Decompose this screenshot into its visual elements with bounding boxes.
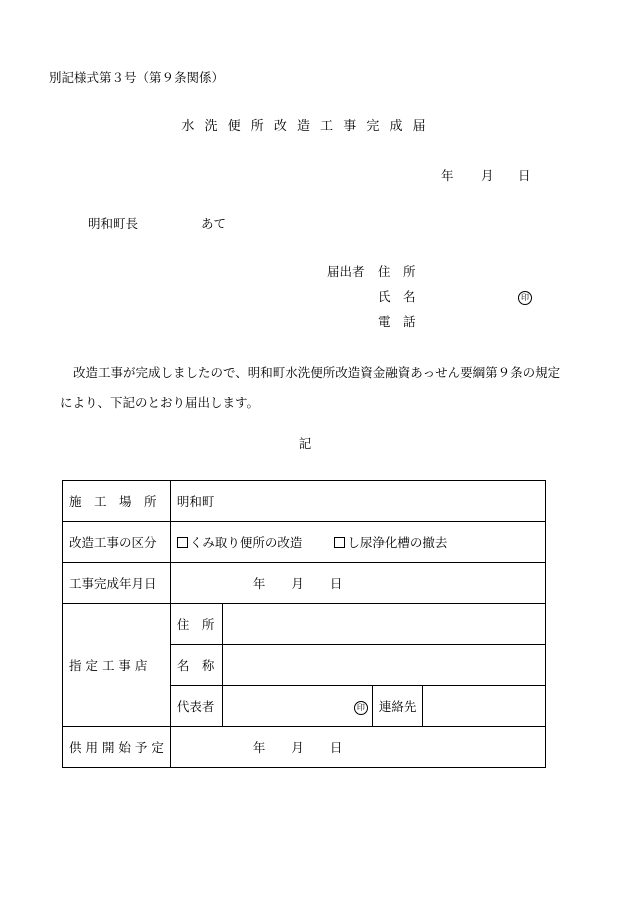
contractor-name-label: 名 称 — [170, 645, 222, 686]
applicant-seal: 印 — [518, 291, 532, 305]
completion-year: 年 — [252, 576, 266, 591]
row-category — [63, 522, 546, 563]
contact-label: 連絡先 — [372, 686, 423, 727]
category-options — [170, 522, 545, 563]
completion-date[interactable] — [170, 563, 545, 604]
site-value[interactable]: 明和町 — [170, 481, 545, 522]
date-month: 月 — [481, 168, 494, 183]
service-day: 日 — [329, 740, 343, 755]
date-year: 年 — [441, 168, 454, 183]
site-label: 施 工 場 所 — [63, 481, 171, 522]
body-text: 改造工事が完成しましたので、明和町水洗便所改造資金融資あっせん要綱第９条の規定により、下記のとおり届出します。 — [60, 365, 561, 410]
form-table — [62, 480, 546, 768]
contact-value[interactable] — [423, 686, 546, 727]
representative-value[interactable] — [222, 686, 372, 727]
addressee-suffix: あて — [201, 216, 227, 231]
date-day: 日 — [518, 168, 531, 183]
addressee-name: 明和町長 — [88, 216, 139, 231]
completion-month: 月 — [291, 576, 304, 591]
row-service — [63, 727, 546, 768]
completion-day: 日 — [329, 576, 343, 591]
category-label: 改造工事の区分 — [63, 522, 171, 563]
ki-heading: 記 — [298, 436, 312, 451]
contractor-name-value[interactable] — [222, 645, 545, 686]
form-id: 別記様式第３号（第９条関係） — [49, 70, 225, 85]
option2-checkbox[interactable] — [334, 537, 345, 548]
contractor-address-value[interactable] — [222, 604, 545, 645]
contractor-label: 指 定 工 事 店 — [63, 604, 171, 727]
option1-checkbox[interactable] — [177, 537, 188, 548]
representative-label: 代表者 — [170, 686, 222, 727]
service-year: 年 — [252, 740, 266, 755]
option1-label: くみ取り便所の改造 — [189, 535, 303, 550]
service-date[interactable] — [170, 727, 545, 768]
row-contractor-address — [63, 604, 546, 645]
form-title: 水 洗 便 所 改 造 工 事 完 成 届 — [181, 119, 429, 134]
row-site — [63, 481, 546, 522]
option2-label: し尿浄化槽の撤去 — [347, 535, 448, 550]
row-completion — [63, 563, 546, 604]
applicant-phone-label: 電 話 — [378, 314, 416, 329]
completion-label: 工事完成年月日 — [63, 563, 171, 604]
representative-seal: 印 — [354, 701, 368, 715]
applicant-label: 届出者 — [327, 264, 365, 279]
applicant-address-label: 住 所 — [378, 264, 416, 279]
applicant-name-label: 氏 名 — [378, 289, 416, 304]
service-label: 供 用 開 始 予 定 — [63, 727, 171, 768]
service-month: 月 — [291, 740, 304, 755]
contractor-address-label: 住 所 — [170, 604, 222, 645]
